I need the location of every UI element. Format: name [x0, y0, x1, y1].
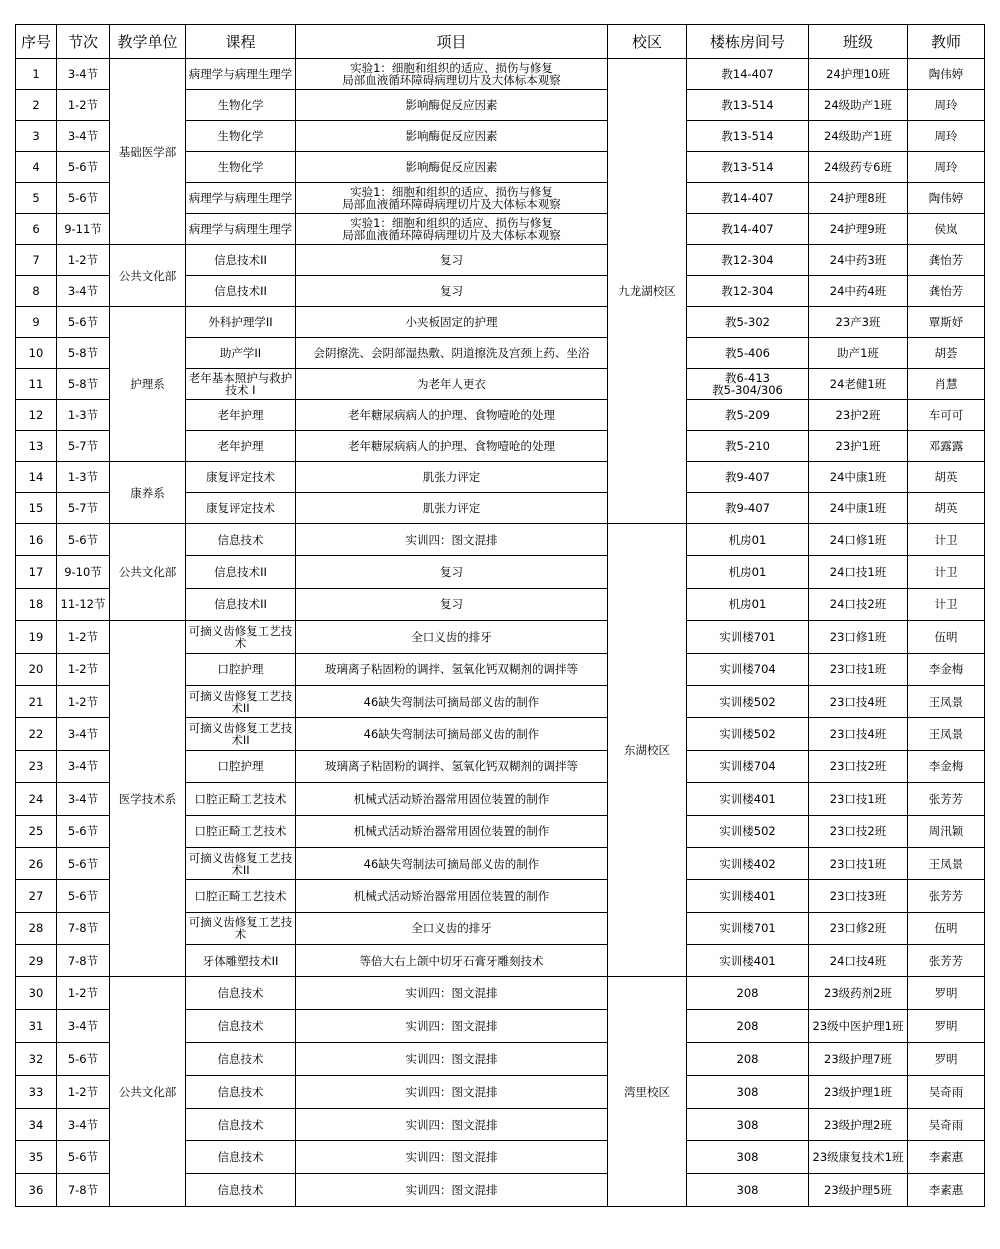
row-period: 5-7节	[57, 493, 110, 524]
row-course: 可摘义齿修复工艺技术II	[186, 847, 296, 879]
row-course: 老年基本照护与救护技术 I	[186, 369, 296, 400]
row-room: 208	[687, 1010, 809, 1043]
row-course: 病理学与病理生理学	[186, 214, 296, 245]
row-project: 影响酶促反应因素	[296, 152, 608, 183]
row-class: 24级药专6班	[809, 152, 908, 183]
row-teacher: 伍明	[908, 621, 985, 653]
row-teacher: 计卫	[908, 556, 985, 588]
row-number: 2	[16, 90, 57, 121]
row-class: 24口技4班	[809, 945, 908, 977]
row-room: 实训楼401	[687, 880, 809, 912]
row-number: 5	[16, 183, 57, 214]
row-period: 1-2节	[57, 1075, 110, 1108]
row-number: 19	[16, 621, 57, 653]
row-course: 可摘义齿修复工艺技术II	[186, 718, 296, 750]
row-room: 实训楼701	[687, 621, 809, 653]
row-period: 5-6节	[57, 1043, 110, 1076]
header-course: 课程	[186, 25, 296, 59]
row-course: 信息技术II	[186, 245, 296, 276]
row-period: 9-10节	[57, 556, 110, 588]
row-teacher: 王凤景	[908, 847, 985, 879]
row-course: 外科护理学II	[186, 307, 296, 338]
row-room: 实训楼502	[687, 685, 809, 717]
row-teacher: 胡英	[908, 462, 985, 493]
row-period: 3-4节	[57, 121, 110, 152]
row-project: 影响酶促反应因素	[296, 90, 608, 121]
row-teacher: 张芳芳	[908, 783, 985, 815]
row-teacher: 李素惠	[908, 1174, 985, 1207]
row-period: 5-6节	[57, 847, 110, 879]
row-project: 全口义齿的排牙	[296, 912, 608, 944]
row-teacher: 龚怡芳	[908, 245, 985, 276]
row-number: 24	[16, 783, 57, 815]
row-class: 23产3班	[809, 307, 908, 338]
row-number: 34	[16, 1108, 57, 1141]
row-period: 3-4节	[57, 750, 110, 782]
row-project: 玻璃离子粘固粉的调拌、氢氧化钙双糊剂的调拌等	[296, 750, 608, 782]
row-teacher: 胡英	[908, 493, 985, 524]
row-period: 9-11节	[57, 214, 110, 245]
row-project: 实训四：图文混排	[296, 1010, 608, 1043]
row-project: 机械式活动矫治器常用固位装置的制作	[296, 783, 608, 815]
row-course: 口腔正畸工艺技术	[186, 815, 296, 847]
teaching-unit-cell: 公共文化部	[110, 524, 186, 621]
row-project: 全口义齿的排牙	[296, 621, 608, 653]
row-course: 信息技术II	[186, 556, 296, 588]
row-teacher: 周汛颖	[908, 815, 985, 847]
row-room: 实训楼502	[687, 815, 809, 847]
row-class: 23口技1班	[809, 783, 908, 815]
row-number: 33	[16, 1075, 57, 1108]
teaching-unit-cell: 公共文化部	[110, 245, 186, 307]
row-period: 3-4节	[57, 1010, 110, 1043]
row-period: 7-8节	[57, 1174, 110, 1207]
row-room: 208	[687, 977, 809, 1010]
row-room: 教5-406	[687, 338, 809, 369]
row-course: 信息技术	[186, 1075, 296, 1108]
row-period: 1-2节	[57, 245, 110, 276]
header-period: 节次	[57, 25, 110, 59]
row-room: 教14-407	[687, 59, 809, 90]
row-teacher: 周玲	[908, 152, 985, 183]
row-project: 实验1：细胞和组织的适应、损伤与修复 局部血液循环障碍病理切片及大体标本观察	[296, 59, 608, 90]
row-room: 308	[687, 1174, 809, 1207]
row-room: 教13-514	[687, 90, 809, 121]
row-project: 复习	[296, 276, 608, 307]
row-period: 5-6节	[57, 183, 110, 214]
row-number: 36	[16, 1174, 57, 1207]
row-class: 23口修1班	[809, 621, 908, 653]
row-project: 肌张力评定	[296, 493, 608, 524]
table-body	[16, 59, 985, 1207]
row-course: 信息技术	[186, 1108, 296, 1141]
row-room: 机房01	[687, 588, 809, 620]
row-teacher: 计卫	[908, 524, 985, 556]
row-teacher: 罗明	[908, 1043, 985, 1076]
row-class: 24级助产1班	[809, 121, 908, 152]
row-number: 16	[16, 524, 57, 556]
row-course: 生物化学	[186, 152, 296, 183]
row-teacher: 计卫	[908, 588, 985, 620]
row-number: 12	[16, 400, 57, 431]
row-room: 教14-407	[687, 183, 809, 214]
row-room: 教5-210	[687, 431, 809, 462]
row-teacher: 龚怡芳	[908, 276, 985, 307]
campus-cell: 东湖校区	[608, 524, 687, 977]
row-room: 教12-304	[687, 276, 809, 307]
table-row	[16, 977, 985, 1010]
row-course: 生物化学	[186, 121, 296, 152]
row-class: 23口技2班	[809, 750, 908, 782]
row-period: 7-8节	[57, 912, 110, 944]
row-class: 23级护理5班	[809, 1174, 908, 1207]
row-room: 教13-514	[687, 121, 809, 152]
row-period: 5-6节	[57, 152, 110, 183]
row-course: 生物化学	[186, 90, 296, 121]
row-course: 口腔护理	[186, 750, 296, 782]
row-class: 23口技3班	[809, 880, 908, 912]
row-teacher: 李金梅	[908, 750, 985, 782]
row-number: 3	[16, 121, 57, 152]
row-room: 实训楼704	[687, 653, 809, 685]
row-room: 实训楼401	[687, 945, 809, 977]
row-project: 实训四：图文混排	[296, 1043, 608, 1076]
row-room: 教14-407	[687, 214, 809, 245]
row-project: 机械式活动矫治器常用固位装置的制作	[296, 815, 608, 847]
row-room: 实训楼401	[687, 783, 809, 815]
row-number: 35	[16, 1141, 57, 1174]
row-project: 老年糖尿病病人的护理、食物噎呛的处理	[296, 400, 608, 431]
row-class: 23口技1班	[809, 653, 908, 685]
row-teacher: 周玲	[908, 90, 985, 121]
row-room: 208	[687, 1043, 809, 1076]
row-period: 5-6节	[57, 880, 110, 912]
table-row	[16, 245, 985, 276]
row-room: 308	[687, 1108, 809, 1141]
header-project: 项目	[296, 25, 608, 59]
row-room: 实训楼704	[687, 750, 809, 782]
row-room: 教5-209	[687, 400, 809, 431]
row-teacher: 陶伟婷	[908, 183, 985, 214]
row-period: 5-8节	[57, 338, 110, 369]
table-row	[16, 462, 985, 493]
row-course: 病理学与病理生理学	[186, 59, 296, 90]
row-teacher: 张芳芳	[908, 945, 985, 977]
row-period: 11-12节	[57, 588, 110, 620]
table-row	[16, 307, 985, 338]
row-class: 24口技1班	[809, 556, 908, 588]
row-class: 23口技2班	[809, 815, 908, 847]
schedule-table	[15, 24, 985, 1207]
row-project: 复习	[296, 588, 608, 620]
teaching-unit-cell: 护理系	[110, 307, 186, 462]
row-teacher: 周玲	[908, 121, 985, 152]
row-project: 老年糖尿病病人的护理、食物噎呛的处理	[296, 431, 608, 462]
row-class: 24护理9班	[809, 214, 908, 245]
row-teacher: 张芳芳	[908, 880, 985, 912]
row-teacher: 胡荟	[908, 338, 985, 369]
row-room: 308	[687, 1141, 809, 1174]
row-room: 教5-302	[687, 307, 809, 338]
row-project: 实验1：细胞和组织的适应、损伤与修复 局部血液循环障碍病理切片及大体标本观察	[296, 214, 608, 245]
header-campus: 校区	[608, 25, 687, 59]
row-course: 病理学与病理生理学	[186, 183, 296, 214]
row-course: 可摘义齿修复工艺技术	[186, 912, 296, 944]
row-period: 3-4节	[57, 59, 110, 90]
row-project: 复习	[296, 556, 608, 588]
row-course: 信息技术II	[186, 276, 296, 307]
row-project: 会阴擦洗、会阴部湿热敷、阴道擦洗及宫颈上药、坐浴	[296, 338, 608, 369]
row-class: 24口技2班	[809, 588, 908, 620]
row-course: 信息技术II	[186, 588, 296, 620]
row-course: 信息技术	[186, 977, 296, 1010]
row-course: 口腔正畸工艺技术	[186, 783, 296, 815]
row-period: 1-2节	[57, 653, 110, 685]
row-room: 教13-514	[687, 152, 809, 183]
row-period: 3-4节	[57, 1108, 110, 1141]
row-project: 影响酶促反应因素	[296, 121, 608, 152]
row-number: 11	[16, 369, 57, 400]
row-project: 实训四：图文混排	[296, 977, 608, 1010]
row-class: 24护理8班	[809, 183, 908, 214]
row-project: 机械式活动矫治器常用固位装置的制作	[296, 880, 608, 912]
row-teacher: 李金梅	[908, 653, 985, 685]
row-project: 实训四：图文混排	[296, 1075, 608, 1108]
row-number: 6	[16, 214, 57, 245]
row-class: 24级助产1班	[809, 90, 908, 121]
row-teacher: 陶伟婷	[908, 59, 985, 90]
row-period: 5-6节	[57, 524, 110, 556]
row-period: 5-8节	[57, 369, 110, 400]
row-number: 20	[16, 653, 57, 685]
row-number: 25	[16, 815, 57, 847]
row-room: 实训楼701	[687, 912, 809, 944]
row-number: 15	[16, 493, 57, 524]
row-course: 可摘义齿修复工艺技术II	[186, 685, 296, 717]
row-course: 信息技术	[186, 1174, 296, 1207]
row-room: 实训楼402	[687, 847, 809, 879]
row-room: 308	[687, 1075, 809, 1108]
row-course: 口腔护理	[186, 653, 296, 685]
table-row	[16, 59, 985, 90]
row-project: 实训四：图文混排	[296, 1174, 608, 1207]
row-class: 23口技1班	[809, 847, 908, 879]
row-class: 23级护理2班	[809, 1108, 908, 1141]
row-class: 23口技4班	[809, 685, 908, 717]
row-number: 18	[16, 588, 57, 620]
row-class: 23级护理1班	[809, 1075, 908, 1108]
row-class: 23口修2班	[809, 912, 908, 944]
row-class: 24护理10班	[809, 59, 908, 90]
row-teacher: 吴奇雨	[908, 1108, 985, 1141]
row-course: 康复评定技术	[186, 493, 296, 524]
row-course: 信息技术	[186, 1043, 296, 1076]
row-project: 46缺失弯制法可摘局部义齿的制作	[296, 718, 608, 750]
row-period: 3-4节	[57, 783, 110, 815]
campus-cell: 湾里校区	[608, 977, 687, 1207]
row-room: 实训楼502	[687, 718, 809, 750]
row-teacher: 罗明	[908, 1010, 985, 1043]
row-number: 31	[16, 1010, 57, 1043]
campus-cell: 九龙湖校区	[608, 59, 687, 524]
row-class: 23级药剂2班	[809, 977, 908, 1010]
row-period: 3-4节	[57, 718, 110, 750]
row-class: 23级护理7班	[809, 1043, 908, 1076]
row-number: 17	[16, 556, 57, 588]
row-teacher: 覃斯妤	[908, 307, 985, 338]
row-class: 24老健1班	[809, 369, 908, 400]
row-class: 24口修1班	[809, 524, 908, 556]
row-class: 24中康1班	[809, 462, 908, 493]
header-row	[16, 25, 985, 59]
row-period: 5-6节	[57, 815, 110, 847]
row-number: 32	[16, 1043, 57, 1076]
row-teacher: 王凤景	[908, 718, 985, 750]
row-class: 23级中医护理1班	[809, 1010, 908, 1043]
row-number: 29	[16, 945, 57, 977]
row-number: 9	[16, 307, 57, 338]
row-class: 助产1班	[809, 338, 908, 369]
row-period: 1-2节	[57, 621, 110, 653]
row-number: 28	[16, 912, 57, 944]
row-period: 1-3节	[57, 462, 110, 493]
row-number: 30	[16, 977, 57, 1010]
row-number: 7	[16, 245, 57, 276]
row-period: 1-3节	[57, 400, 110, 431]
row-project: 46缺失弯制法可摘局部义齿的制作	[296, 847, 608, 879]
row-number: 21	[16, 685, 57, 717]
row-teacher: 王凤景	[908, 685, 985, 717]
row-number: 27	[16, 880, 57, 912]
row-project: 小夹板固定的护理	[296, 307, 608, 338]
row-project: 实训四：图文混排	[296, 524, 608, 556]
row-class: 23级康复技术1班	[809, 1141, 908, 1174]
row-project: 46缺失弯制法可摘局部义齿的制作	[296, 685, 608, 717]
row-teacher: 李素惠	[908, 1141, 985, 1174]
row-number: 22	[16, 718, 57, 750]
row-course: 信息技术	[186, 524, 296, 556]
row-project: 实训四：图文混排	[296, 1141, 608, 1174]
row-class: 24中药3班	[809, 245, 908, 276]
row-class: 23护1班	[809, 431, 908, 462]
row-number: 14	[16, 462, 57, 493]
row-period: 5-6节	[57, 307, 110, 338]
row-course: 助产学II	[186, 338, 296, 369]
row-teacher: 伍明	[908, 912, 985, 944]
row-course: 老年护理	[186, 400, 296, 431]
table-row	[16, 524, 985, 556]
row-period: 1-2节	[57, 685, 110, 717]
row-room: 教6-413 教5-304/306	[687, 369, 809, 400]
header-teacher: 教师	[908, 25, 985, 59]
row-number: 4	[16, 152, 57, 183]
row-class: 23护2班	[809, 400, 908, 431]
row-project: 等倍大右上颌中切牙石膏牙雕刻技术	[296, 945, 608, 977]
header-no: 序号	[16, 25, 57, 59]
row-project: 肌张力评定	[296, 462, 608, 493]
row-course: 信息技术	[186, 1141, 296, 1174]
row-teacher: 罗明	[908, 977, 985, 1010]
row-teacher: 侯岚	[908, 214, 985, 245]
header-room: 楼栋房间号	[687, 25, 809, 59]
row-number: 13	[16, 431, 57, 462]
row-class: 24中康1班	[809, 493, 908, 524]
row-room: 机房01	[687, 524, 809, 556]
row-class: 23口技4班	[809, 718, 908, 750]
row-course: 牙体雕塑技术II	[186, 945, 296, 977]
row-number: 26	[16, 847, 57, 879]
teaching-unit-cell: 基础医学部	[110, 59, 186, 245]
header-class: 班级	[809, 25, 908, 59]
row-period: 7-8节	[57, 945, 110, 977]
row-class: 24中药4班	[809, 276, 908, 307]
row-project: 玻璃离子粘固粉的调拌、氢氧化钙双糊剂的调拌等	[296, 653, 608, 685]
row-room: 机房01	[687, 556, 809, 588]
table-row	[16, 621, 985, 653]
teaching-unit-cell: 公共文化部	[110, 977, 186, 1207]
header-unit: 教学单位	[110, 25, 186, 59]
teaching-unit-cell: 康养系	[110, 462, 186, 524]
row-period: 5-6节	[57, 1141, 110, 1174]
row-number: 23	[16, 750, 57, 782]
row-room: 教9-407	[687, 493, 809, 524]
row-period: 1-2节	[57, 90, 110, 121]
row-project: 实验1：细胞和组织的适应、损伤与修复 局部血液循环障碍病理切片及大体标本观察	[296, 183, 608, 214]
row-number: 10	[16, 338, 57, 369]
row-number: 1	[16, 59, 57, 90]
row-period: 1-2节	[57, 977, 110, 1010]
row-course: 口腔正畸工艺技术	[186, 880, 296, 912]
row-course: 可摘义齿修复工艺技术	[186, 621, 296, 653]
row-period: 3-4节	[57, 276, 110, 307]
row-teacher: 肖慧	[908, 369, 985, 400]
row-room: 教12-304	[687, 245, 809, 276]
row-project: 复习	[296, 245, 608, 276]
row-teacher: 吴奇雨	[908, 1075, 985, 1108]
row-number: 8	[16, 276, 57, 307]
row-project: 实训四：图文混排	[296, 1108, 608, 1141]
row-course: 康复评定技术	[186, 462, 296, 493]
row-teacher: 邓露露	[908, 431, 985, 462]
row-teacher: 车可可	[908, 400, 985, 431]
row-course: 老年护理	[186, 431, 296, 462]
row-course: 信息技术	[186, 1010, 296, 1043]
row-period: 5-7节	[57, 431, 110, 462]
row-project: 为老年人更衣	[296, 369, 608, 400]
row-room: 教9-407	[687, 462, 809, 493]
teaching-unit-cell: 医学技术系	[110, 621, 186, 977]
